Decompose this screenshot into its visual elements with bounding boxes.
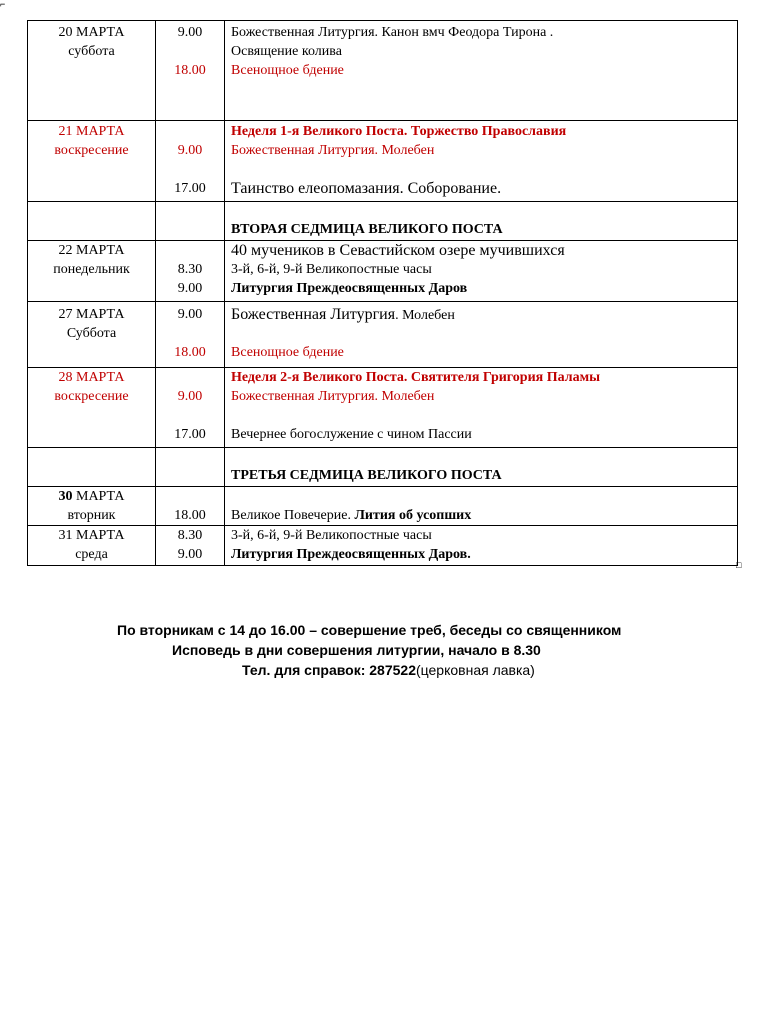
time-cell [156, 241, 225, 302]
event-text-part: Лития об усопших [354, 508, 472, 523]
event-cell [225, 487, 738, 526]
event-text-part: Великое Повечерие. [231, 508, 351, 523]
event-text: 3-й, 6-й, 9-й Великопостные часы [231, 262, 432, 277]
event-spacer [231, 324, 731, 343]
weekday-label: Суббота [66, 326, 117, 341]
event-text: Неделя 2-я Великого Поста. Святителя Григория Паламы [231, 370, 601, 385]
event-text: Божественная Литургия. Канон вмч Феодора Тирона . [231, 25, 554, 40]
event-cell [225, 202, 738, 241]
time-cell [156, 202, 225, 241]
section-heading: ВТОРАЯ СЕДМИЦА ВЕЛИКОГО ПОСТА [231, 222, 503, 237]
note-line: По вторникам с 14 до 16.00 – совершение треб, беседы со священником [117, 622, 622, 638]
event-text: Вечернее богослужение с чином Пассии [231, 427, 472, 442]
table-row [28, 302, 738, 368]
date-day: 30 [58, 489, 73, 504]
date-label: 28 МАРТА [58, 370, 125, 385]
event-text: Освящение колива [231, 44, 342, 59]
event-cell [225, 21, 738, 121]
date-label [34, 202, 149, 221]
date-label [34, 487, 149, 506]
event-spacer [231, 160, 731, 179]
event-cell [225, 241, 738, 302]
weekday-label: суббота [68, 44, 115, 59]
event-cell [225, 448, 738, 487]
time-value: 8.30 [177, 528, 203, 543]
time-cell [156, 487, 225, 526]
date-cell [28, 448, 156, 487]
time-value [162, 202, 218, 221]
event-cell [225, 302, 738, 368]
date-label: 27 МАРТА [58, 307, 125, 322]
time-value: 17.00 [174, 181, 206, 196]
time-spacer [162, 160, 218, 179]
event-spacer [231, 406, 731, 425]
date-label: 20 МАРТА [58, 25, 125, 40]
time-spacer [162, 42, 218, 61]
time-spacer [162, 368, 218, 387]
time-spacer [162, 324, 218, 343]
time-value: 9.00 [177, 389, 203, 404]
table-row [28, 526, 738, 566]
date-month: МАРТА [72, 489, 125, 504]
event-text: Божественная Литургия. Молебен [231, 306, 455, 323]
table-row [28, 202, 738, 241]
date-cell [28, 121, 156, 202]
table-row [28, 448, 738, 487]
event-text: Всенощное бдение [231, 345, 344, 360]
time-value: 9.00 [177, 25, 203, 40]
weekday-label: воскресение [54, 143, 129, 158]
event-cell [225, 526, 738, 566]
table-row [28, 487, 738, 526]
time-value: 9.00 [177, 281, 203, 296]
time-value: 18.00 [174, 508, 206, 523]
event-text: Божественная Литургия. Молебен [231, 143, 435, 158]
time-spacer [162, 406, 218, 425]
event-text: 3-й, 6-й, 9-й Великопостные часы [231, 528, 432, 543]
date-cell [28, 526, 156, 566]
note-phone-label: Тел. для справок: 287522 [242, 662, 416, 678]
table-row [28, 121, 738, 202]
time-value: 18.00 [174, 345, 206, 360]
weekday-label: понедельник [53, 262, 130, 277]
time-value [162, 448, 218, 467]
date-label: 22 МАРТА [58, 243, 125, 258]
date-label: 31 МАРТА [58, 528, 125, 543]
event-text: Таинство елеопомазания. Соборование. [231, 180, 502, 197]
time-value: 9.00 [177, 547, 203, 562]
time-cell [156, 368, 225, 448]
table-row [28, 21, 738, 121]
note-line: Исповедь в дни совершения литургии, начало в 8.30 [172, 642, 541, 658]
date-cell [28, 302, 156, 368]
time-cell [156, 302, 225, 368]
date-label: 21 МАРТА [58, 124, 125, 139]
time-value: 8.30 [177, 262, 203, 277]
corner-mark-top-left: ⌐ [0, 0, 6, 9]
event-text: Всенощное бдение [231, 63, 344, 78]
section-heading: ТРЕТЬЯ СЕДМИЦА ВЕЛИКОГО ПОСТА [231, 468, 502, 483]
note-phone [242, 660, 535, 680]
time-value: 17.00 [174, 427, 206, 442]
table-row [28, 241, 738, 302]
time-cell [156, 21, 225, 121]
time-cell [156, 121, 225, 202]
time-value: 9.00 [177, 143, 203, 158]
weekday-label: среда [75, 547, 108, 562]
weekday-label: вторник [67, 508, 116, 523]
event-text: 40 мучеников в Севастийском озере мучившихся [231, 242, 565, 259]
event-text-main: Божественная Литургия [231, 306, 396, 323]
schedule-table [27, 20, 738, 566]
weekday-label: воскресение [54, 389, 129, 404]
time-value: 9.00 [177, 307, 203, 322]
event-text: Неделя 1-я Великого Поста. Торжество Православия [231, 124, 567, 139]
table-row [28, 368, 738, 448]
event-text: Божественная Литургия. Молебен [231, 389, 435, 404]
date-label [34, 448, 149, 467]
event-text: Литургия Преждеосвященных Даров [231, 281, 468, 296]
corner-mark-bottom-right: □ [736, 560, 742, 570]
event-cell [225, 368, 738, 448]
date-cell [28, 21, 156, 121]
date-cell [28, 368, 156, 448]
event-text [231, 506, 731, 525]
date-cell [28, 202, 156, 241]
event-text: Литургия Преждеосвященных Даров. [231, 547, 471, 562]
date-cell [28, 241, 156, 302]
time-cell [156, 448, 225, 487]
event-cell [225, 121, 738, 202]
date-cell [28, 487, 156, 526]
note-phone-suffix: (церковная лавка) [415, 662, 535, 678]
time-value: 18.00 [174, 63, 206, 78]
time-cell [156, 526, 225, 566]
time-spacer [162, 241, 218, 260]
time-spacer [162, 122, 218, 141]
